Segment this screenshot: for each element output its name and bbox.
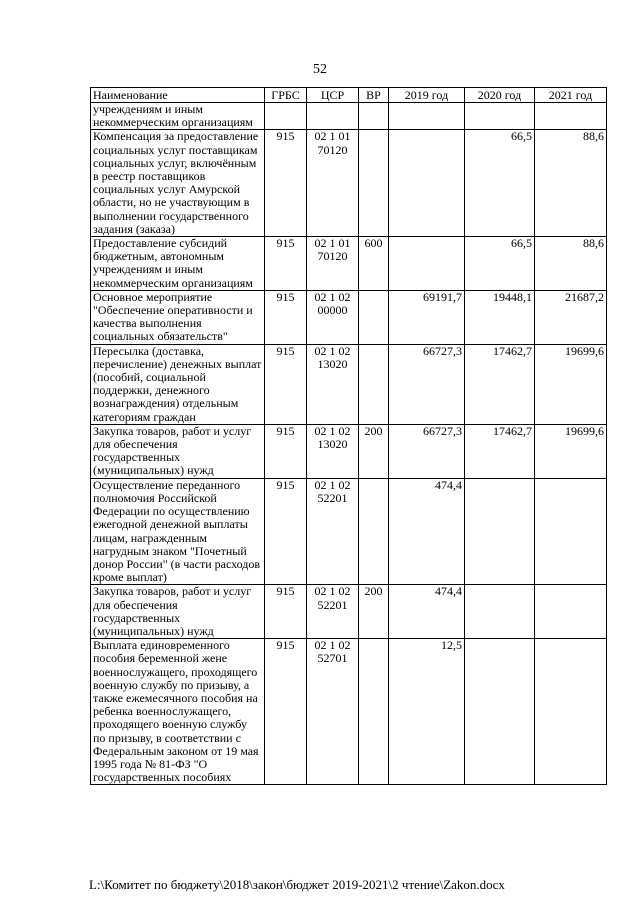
cell-vr: 600 bbox=[359, 237, 389, 291]
cell-csr: 02 1 01 70120 bbox=[307, 237, 359, 291]
cell-2021: 19699,6 bbox=[535, 344, 607, 424]
cell-2020 bbox=[465, 639, 535, 785]
cell-2021 bbox=[535, 639, 607, 785]
cell-2020 bbox=[465, 103, 535, 130]
cell-csr: 02 1 02 13020 bbox=[307, 424, 359, 478]
cell-name: Предоставление субсидий бюджетным, автономным учреждениям и иным некоммерческим организациям bbox=[91, 237, 265, 291]
header-grbs: ГРБС bbox=[265, 88, 307, 103]
header-name: Наименование bbox=[91, 88, 265, 103]
cell-2020 bbox=[465, 478, 535, 585]
cell-2019: 474,4 bbox=[389, 478, 465, 585]
cell-grbs: 915 bbox=[265, 290, 307, 344]
table-row bbox=[91, 639, 607, 785]
cell-csr: 02 1 02 52201 bbox=[307, 585, 359, 639]
cell-csr bbox=[307, 103, 359, 130]
cell-2021: 21687,2 bbox=[535, 290, 607, 344]
cell-2019: 474,4 bbox=[389, 585, 465, 639]
cell-2020: 66,5 bbox=[465, 130, 535, 237]
cell-vr bbox=[359, 130, 389, 237]
cell-name: Закупка товаров, работ и услуг для обеспечения государственных (муниципальных) нужд bbox=[91, 424, 265, 478]
cell-grbs: 915 bbox=[265, 344, 307, 424]
header-2019: 2019 год bbox=[389, 88, 465, 103]
cell-name: Осуществление переданного полномочия Российской Федерации по осуществлению ежегодной денежной выплаты лицам, награжденным нагрудным знаком "Почетный донор России" (в части расходов кроме выплат) bbox=[91, 478, 265, 585]
cell-vr: 200 bbox=[359, 424, 389, 478]
table-row bbox=[91, 585, 607, 639]
document-path-footer: L:\Комитет по бюджету\2018\закон\бюджет 2019-2021\2 чтение\Zakon.docx bbox=[89, 877, 505, 892]
table-row bbox=[91, 478, 607, 585]
table-row bbox=[91, 130, 607, 237]
cell-2020: 66,5 bbox=[465, 237, 535, 291]
cell-2020: 17462,7 bbox=[465, 424, 535, 478]
cell-2021 bbox=[535, 478, 607, 585]
cell-2019: 66727,3 bbox=[389, 344, 465, 424]
budget-table bbox=[90, 87, 607, 785]
table-header-row bbox=[91, 88, 607, 103]
page-number: 52 bbox=[313, 62, 327, 77]
cell-2021: 88,6 bbox=[535, 130, 607, 237]
cell-2019 bbox=[389, 103, 465, 130]
cell-2019 bbox=[389, 237, 465, 291]
cell-csr: 02 1 02 52201 bbox=[307, 478, 359, 585]
cell-2020: 17462,7 bbox=[465, 344, 535, 424]
table-row bbox=[91, 424, 607, 478]
cell-name: учреждениям и иным некоммерческим организациям bbox=[91, 103, 265, 130]
cell-vr bbox=[359, 478, 389, 585]
cell-2020 bbox=[465, 585, 535, 639]
table-row bbox=[91, 290, 607, 344]
cell-grbs bbox=[265, 103, 307, 130]
cell-name: Пересылка (доставка, перечисление) денежных выплат (пособий, социальной поддержки, денежного вознаграждения) отдельным категориям граждан bbox=[91, 344, 265, 424]
cell-csr: 02 1 02 52701 bbox=[307, 639, 359, 785]
cell-grbs: 915 bbox=[265, 585, 307, 639]
cell-2019: 66727,3 bbox=[389, 424, 465, 478]
table-row bbox=[91, 344, 607, 424]
cell-grbs: 915 bbox=[265, 237, 307, 291]
cell-vr bbox=[359, 103, 389, 130]
cell-vr bbox=[359, 639, 389, 785]
cell-csr: 02 1 01 70120 bbox=[307, 130, 359, 237]
cell-vr: 200 bbox=[359, 585, 389, 639]
header-2021: 2021 год bbox=[535, 88, 607, 103]
header-csr: ЦСР bbox=[307, 88, 359, 103]
cell-name: Выплата единовременного пособия беременной жене военнослужащего, проходящего военную службу по призыву, а также ежемесячного пособия на ребенка военнослужащего, проходящего военную службу по призыву, в соответствии с Федеральным законом от 19 мая 1995 года № 81-ФЗ "О государственных пособиях bbox=[91, 639, 265, 785]
cell-2021 bbox=[535, 103, 607, 130]
header-2020: 2020 год bbox=[465, 88, 535, 103]
cell-2019: 12,5 bbox=[389, 639, 465, 785]
cell-grbs: 915 bbox=[265, 130, 307, 237]
cell-2019 bbox=[389, 130, 465, 237]
cell-name: Закупка товаров, работ и услуг для обеспечения государственных (муниципальных) нужд bbox=[91, 585, 265, 639]
cell-grbs: 915 bbox=[265, 639, 307, 785]
cell-csr: 02 1 02 13020 bbox=[307, 344, 359, 424]
cell-vr bbox=[359, 344, 389, 424]
cell-name: Компенсация за предоставление социальных услуг поставщикам социальных услуг, включённым в реестр поставщиков социальных услуг Амурской области, но не участвующим в выполнении государственного задания (заказа) bbox=[91, 130, 265, 237]
table-row bbox=[91, 237, 607, 291]
cell-grbs: 915 bbox=[265, 478, 307, 585]
cell-2020: 19448,1 bbox=[465, 290, 535, 344]
cell-2019: 69191,7 bbox=[389, 290, 465, 344]
cell-vr bbox=[359, 290, 389, 344]
header-vr: ВР bbox=[359, 88, 389, 103]
cell-2021 bbox=[535, 585, 607, 639]
table-row bbox=[91, 103, 607, 130]
cell-grbs: 915 bbox=[265, 424, 307, 478]
cell-name: Основное мероприятие "Обеспечение оперативности и качества выполнения социальных обязательств" bbox=[91, 290, 265, 344]
cell-2021: 19699,6 bbox=[535, 424, 607, 478]
cell-csr: 02 1 02 00000 bbox=[307, 290, 359, 344]
cell-2021: 88,6 bbox=[535, 237, 607, 291]
